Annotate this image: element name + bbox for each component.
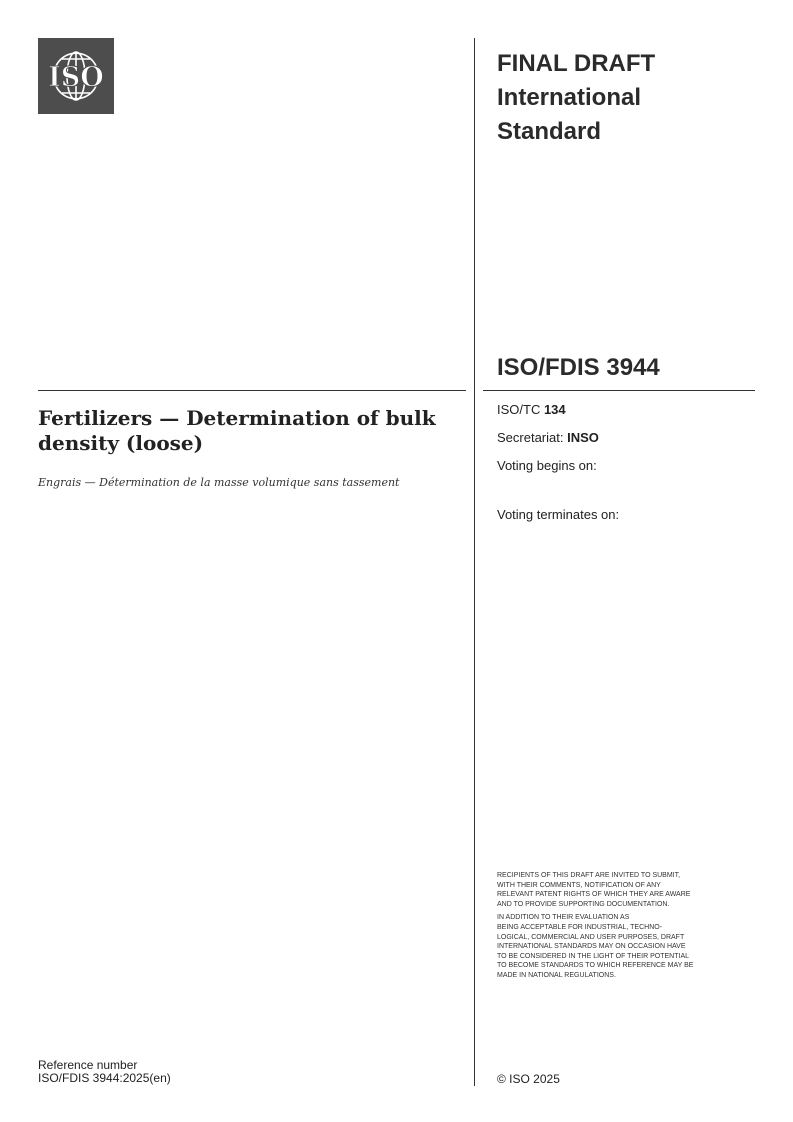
disclaimer-line: WITH THEIR COMMENTS, NOTIFICATION OF ANY <box>497 881 661 889</box>
reference-number <box>38 1059 171 1085</box>
column-divider <box>474 38 475 1086</box>
disclaimer-line: MADE IN NATIONAL REGULATIONS. <box>497 971 616 979</box>
right-rule <box>483 390 755 391</box>
disclaimer-line: LOGICAL, COMMERCIAL AND USER PURPOSES, DRAFT <box>497 933 685 941</box>
committee-label: ISO/TC <box>497 402 544 417</box>
reference-value: ISO/FDIS 3944:2025(en) <box>38 1071 171 1085</box>
committee <box>497 402 566 417</box>
disclaimer-line: INTERNATIONAL STANDARDS MAY ON OCCASION HAVE <box>497 943 686 951</box>
copyright: © ISO 2025 <box>497 1072 560 1086</box>
svg-text:ISO: ISO <box>48 62 104 93</box>
secretariat-value: INSO <box>567 430 599 445</box>
disclaimer <box>497 871 693 981</box>
disclaimer-line: RECIPIENTS OF THIS DRAFT ARE INVITED TO SUBMIT, <box>497 872 681 879</box>
stage-line: FINAL DRAFT <box>497 50 656 77</box>
committee-number: 134 <box>543 402 566 417</box>
reference-label: Reference number <box>38 1058 138 1072</box>
document-stage <box>497 47 655 149</box>
voting-begins: Voting begins on: <box>497 458 597 473</box>
disclaimer-line: RELEVANT PATENT RIGHTS OF WHICH THEY ARE AWARE <box>497 891 691 899</box>
document-title: Fertilizers — Determination of bulk density (loose) <box>38 406 436 455</box>
disclaimer-line: IN ADDITION TO THEIR EVALUATION AS <box>497 914 630 922</box>
document-id: ISO/FDIS 3944 <box>497 354 660 381</box>
voting-terminates: Voting terminates on: <box>497 507 620 522</box>
disclaimer-line: AND TO PROVIDE SUPPORTING DOCUMENTATION. <box>497 900 670 908</box>
disclaimer-line: TO BE CONSIDERED IN THE LIGHT OF THEIR POTENTIAL <box>497 952 690 960</box>
secretariat-label: Secretariat: <box>497 430 568 445</box>
iso-logo <box>38 38 114 114</box>
stage-line: International <box>497 84 642 111</box>
disclaimer-line: BEING ACCEPTABLE FOR INDUSTRIAL, TECHNO- <box>497 923 663 931</box>
secretariat <box>497 430 599 445</box>
stage-line: Standard <box>497 118 602 145</box>
disclaimer-line: TO BECOME STANDARDS TO WHICH REFERENCE MAY BE <box>497 962 694 970</box>
left-rule <box>38 390 466 391</box>
document-subtitle: Engrais — Détermination de la masse volumique sans tassement <box>38 476 400 489</box>
